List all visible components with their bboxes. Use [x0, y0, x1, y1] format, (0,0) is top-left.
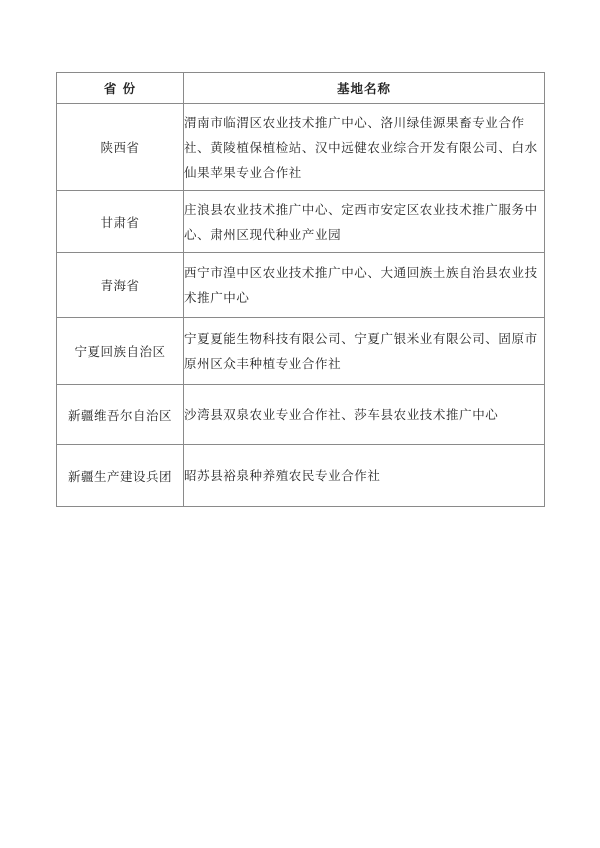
province-cell: 甘肃省 [57, 191, 184, 253]
table-row [57, 385, 545, 445]
base-names-cell: 西宁市湟中区农业技术推广中心、大通回族土族自治县农业技术推广中心 [184, 253, 545, 318]
province-column-header: 省 份 [57, 73, 184, 104]
base-name-column-header: 基地名称 [184, 73, 545, 104]
base-names-cell: 渭南市临渭区农业技术推广中心、洛川绿佳源果畜专业合作社、黄陵植保植检站、汉中远健农业综合开发有限公司、白水仙果苹果专业合作社 [184, 104, 545, 191]
province-cell: 新疆生产建设兵团 [57, 445, 184, 507]
province-cell: 青海省 [57, 253, 184, 318]
base-names-cell: 昭苏县裕泉种养殖农民专业合作社 [184, 445, 545, 507]
base-list-table [56, 72, 545, 507]
province-cell: 陕西省 [57, 104, 184, 191]
base-names-cell: 宁夏夏能生物科技有限公司、宁夏广银米业有限公司、固原市原州区众丰种植专业合作社 [184, 318, 545, 385]
province-cell: 新疆维吾尔自治区 [57, 385, 184, 445]
table-row [57, 318, 545, 385]
table-header-row [57, 73, 545, 104]
base-names-cell: 庄浪县农业技术推广中心、定西市安定区农业技术推广服务中心、肃州区现代种业产业园 [184, 191, 545, 253]
base-names-cell: 沙湾县双泉农业专业合作社、莎车县农业技术推广中心 [184, 385, 545, 445]
province-cell: 宁夏回族自治区 [57, 318, 184, 385]
table-row [57, 191, 545, 253]
table-row [57, 445, 545, 507]
table-row [57, 253, 545, 318]
table-row [57, 104, 545, 191]
